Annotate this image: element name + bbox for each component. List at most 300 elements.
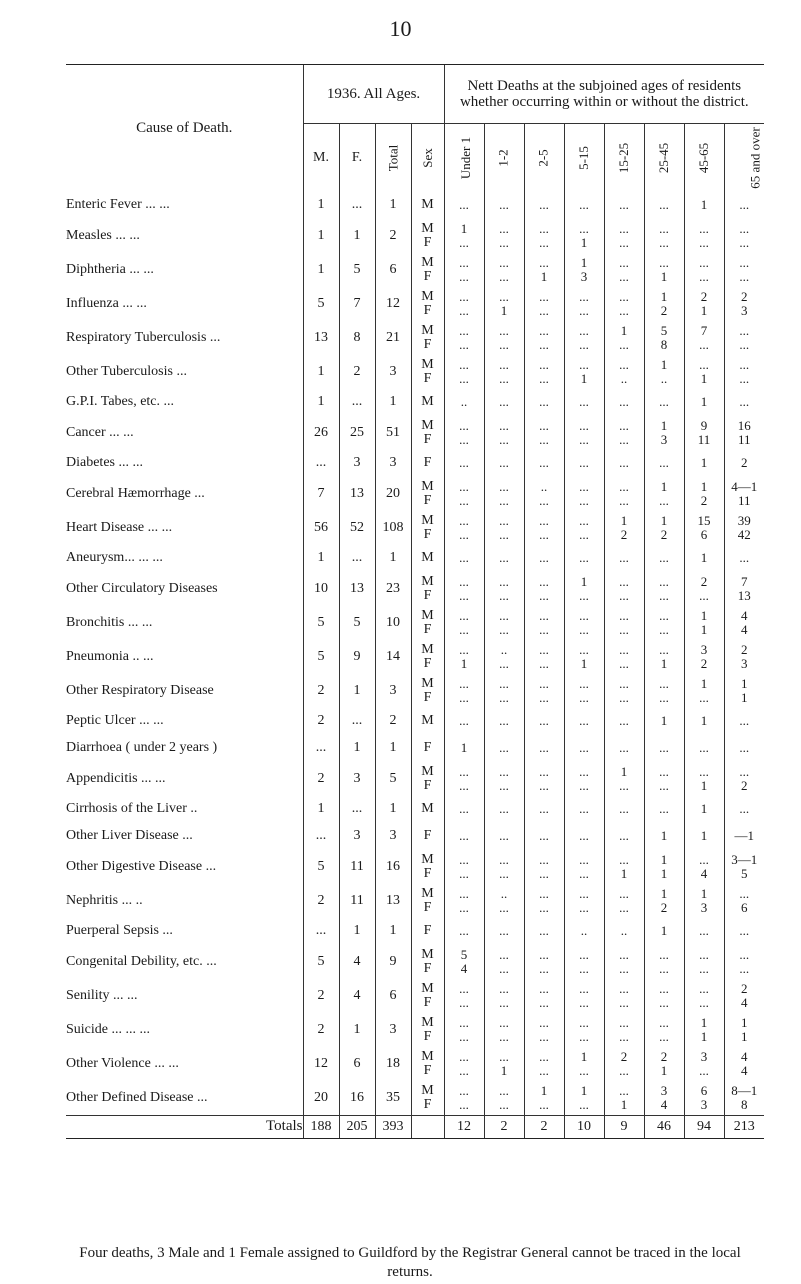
- age-cell: [524, 450, 564, 477]
- age-value: ...: [499, 220, 509, 236]
- age-value: ...: [699, 960, 709, 976]
- age-value: ...: [499, 431, 509, 447]
- age-value: 2: [660, 1048, 668, 1064]
- age-value: ...: [659, 492, 669, 508]
- age-value: 1: [700, 885, 708, 901]
- male-count: 2: [303, 708, 339, 735]
- age-value: 1: [660, 851, 668, 867]
- age-cell: [644, 1047, 684, 1081]
- total-count: 21: [375, 321, 411, 355]
- age-cell: [684, 389, 724, 416]
- age-value: ...: [579, 641, 589, 657]
- sex-label: F: [423, 960, 432, 976]
- age-cell: [444, 674, 484, 708]
- age-value: 1: [700, 370, 708, 386]
- age-value: ...: [499, 1014, 509, 1030]
- age-value: 2: [741, 980, 748, 996]
- age-value: ...: [499, 655, 509, 671]
- age-cell: [684, 606, 724, 640]
- age-value: ...: [699, 851, 709, 867]
- age-cell: [644, 979, 684, 1013]
- age-cell: [564, 735, 604, 762]
- age-cell: [484, 192, 524, 219]
- age-value: ...: [459, 713, 469, 728]
- age-value: 2: [741, 455, 748, 470]
- age-cell: [724, 545, 764, 572]
- cause-cell: Peptic Ulcer ... ...: [66, 708, 303, 735]
- cause-cell: Appendicitis ... ...: [66, 762, 303, 796]
- sex-label: F: [423, 234, 432, 250]
- age-cell: [644, 545, 684, 572]
- age-cell: [724, 606, 764, 640]
- age-value: ...: [499, 763, 509, 779]
- age-value: ...: [539, 512, 549, 528]
- age-value: ...: [739, 763, 750, 779]
- nett-deaths-group-header: Nett Deaths at the subjoined ages of residents whether occurring within or without the district.: [459, 77, 749, 110]
- age-value: ...: [659, 675, 669, 691]
- female-count: 52: [339, 511, 375, 545]
- sex-cell: [411, 253, 444, 287]
- total-count: 13: [375, 884, 411, 918]
- female-count: ...: [339, 796, 375, 823]
- age-value: ...: [459, 923, 469, 938]
- total-count: 20: [375, 477, 411, 511]
- age-value: ...: [739, 370, 750, 386]
- age-cell: [604, 823, 644, 850]
- female-count: 6: [339, 1047, 375, 1081]
- cause-cell: G.P.I. Tabes, etc. ...: [66, 389, 303, 416]
- age-value: ...: [579, 336, 589, 352]
- age-value: 7: [741, 573, 748, 589]
- age-value: ...: [539, 417, 549, 433]
- sex-label: M: [421, 675, 434, 691]
- age-value: 2: [660, 526, 668, 542]
- age-value: 2: [700, 492, 708, 508]
- age-cell: [644, 389, 684, 416]
- total-count: 16: [375, 850, 411, 884]
- age-cell: [684, 287, 724, 321]
- sex-label: M: [421, 641, 434, 657]
- age-cell: [604, 796, 644, 823]
- age-value: ...: [579, 777, 589, 793]
- age-value: ...: [539, 851, 549, 867]
- male-count: 10: [303, 572, 339, 606]
- age-value: 6: [700, 1082, 708, 1098]
- age-cell: [564, 477, 604, 511]
- total-count: 108: [375, 511, 411, 545]
- all-ages-group-header: 1936. All Ages.: [303, 65, 444, 123]
- age-value: 5: [741, 865, 748, 881]
- age-value: ...: [619, 713, 629, 728]
- age-value: 1: [700, 713, 708, 728]
- age-value: ...: [499, 777, 509, 793]
- age-value: ..: [540, 478, 548, 494]
- age-value: 1: [700, 550, 708, 565]
- total-count: 2: [375, 219, 411, 253]
- total-count: 6: [375, 979, 411, 1013]
- table-row: [66, 1013, 764, 1047]
- sex-label: M: [421, 573, 434, 589]
- total-count: 3: [375, 450, 411, 477]
- age-value: 1: [580, 573, 588, 589]
- age-value: 1: [700, 801, 708, 816]
- age-value: ...: [539, 980, 549, 996]
- table-row: [66, 796, 764, 823]
- age-value: 1: [700, 777, 708, 793]
- age-value: ...: [739, 960, 750, 976]
- age-value: ...: [499, 526, 509, 542]
- male-count: ...: [303, 823, 339, 850]
- age-value: ...: [579, 994, 589, 1010]
- age-cell: [444, 572, 484, 606]
- age-cell: [444, 1081, 484, 1116]
- sex-label: F: [423, 587, 432, 603]
- age-value: ...: [579, 1096, 589, 1112]
- female-count: 1: [339, 1013, 375, 1047]
- age-value: ...: [579, 431, 589, 447]
- sex-label: M: [421, 288, 434, 304]
- sex-cell: [411, 545, 444, 572]
- male-count: 1: [303, 389, 339, 416]
- age-value: ...: [579, 550, 589, 565]
- age-cell: [444, 735, 484, 762]
- age-cell: [564, 850, 604, 884]
- age-cell: [564, 762, 604, 796]
- sex-cell: [411, 884, 444, 918]
- age-cell: [644, 708, 684, 735]
- age-cell: [524, 606, 564, 640]
- sex-label: F: [423, 1028, 432, 1044]
- age-cell: [724, 640, 764, 674]
- age-value: 42: [737, 526, 751, 542]
- age-cell: [524, 511, 564, 545]
- age-value: 1: [620, 512, 628, 528]
- cause-cell: Other Liver Disease ...: [66, 823, 303, 850]
- age-value: ...: [499, 1048, 509, 1064]
- age-cell: [724, 450, 764, 477]
- sex-label: M: [421, 885, 434, 901]
- age-cell: [484, 545, 524, 572]
- age-cell: [484, 477, 524, 511]
- age-cell: [524, 735, 564, 762]
- table-row: [66, 389, 764, 416]
- age-cell: [444, 796, 484, 823]
- age-value: ...: [459, 851, 469, 867]
- age-value: ...: [619, 220, 629, 236]
- total-count: 1: [375, 545, 411, 572]
- age-value: ...: [459, 431, 469, 447]
- age-value: ...: [539, 865, 549, 881]
- age-value: ...: [699, 234, 709, 250]
- cause-cell: Puerperal Sepsis ...: [66, 918, 303, 945]
- age-value: ...: [459, 865, 469, 881]
- age-value: ...: [459, 763, 469, 779]
- age-value: ...: [539, 197, 549, 212]
- age-cell: [564, 511, 604, 545]
- sex-label: M: [421, 713, 434, 728]
- age-cell: [724, 389, 764, 416]
- table-row: [66, 219, 764, 253]
- female-count: 13: [339, 572, 375, 606]
- age-value: 1: [580, 655, 588, 671]
- age-cell: [604, 918, 644, 945]
- sex-label: F: [423, 777, 432, 793]
- age-value: ...: [499, 1082, 509, 1098]
- age-value: ...: [499, 713, 509, 728]
- cause-cell: Enteric Fever ... ...: [66, 192, 303, 219]
- totals-age: 94: [684, 1115, 724, 1138]
- age-value: 1: [700, 394, 708, 409]
- age-value: ...: [659, 254, 669, 270]
- age-cell: [604, 321, 644, 355]
- totals-age: 12: [444, 1115, 484, 1138]
- age-value: ...: [619, 607, 629, 623]
- age-value: ...: [699, 254, 709, 270]
- totals-age: 46: [644, 1115, 684, 1138]
- table-row: [66, 321, 764, 355]
- female-count: ...: [339, 192, 375, 219]
- age-value: ...: [659, 455, 669, 470]
- age-value: ...: [619, 885, 629, 901]
- age-cell: [684, 708, 724, 735]
- table-row: [66, 823, 764, 850]
- age-value: 1: [741, 1028, 748, 1044]
- age-value: ...: [499, 356, 509, 372]
- age-value: ...: [459, 573, 469, 589]
- age-cell: [724, 918, 764, 945]
- sex-label: F: [423, 689, 432, 705]
- age-cell: [684, 253, 724, 287]
- age-value: ...: [659, 394, 669, 409]
- table-row: [66, 884, 764, 918]
- cause-cell: Aneurysm... ... ...: [66, 545, 303, 572]
- age-value: 1: [700, 621, 708, 637]
- age-cell: [524, 416, 564, 450]
- age-cell: [724, 321, 764, 355]
- age-value: ...: [499, 492, 509, 508]
- sex-label: F: [423, 740, 432, 755]
- total-count: 12: [375, 287, 411, 321]
- age-value: ...: [499, 828, 509, 843]
- age-cell: [684, 762, 724, 796]
- age-value: 2: [660, 899, 668, 915]
- age-value: 8: [660, 336, 668, 352]
- age-value: ...: [579, 851, 589, 867]
- age-cell: [524, 477, 564, 511]
- total-count: 2: [375, 708, 411, 735]
- age-value: ...: [459, 455, 469, 470]
- age-cell: [724, 674, 764, 708]
- age-cell: [484, 796, 524, 823]
- female-count: 1: [339, 219, 375, 253]
- age-value: ...: [699, 356, 709, 372]
- cause-cell: Nephritis ... ..: [66, 884, 303, 918]
- sex-cell: [411, 1047, 444, 1081]
- age-value: ...: [619, 268, 629, 284]
- age-value: ...: [619, 689, 629, 705]
- age-cell: [444, 1047, 484, 1081]
- age-cell: [644, 735, 684, 762]
- age-cell: [524, 321, 564, 355]
- age-value: ...: [659, 980, 669, 996]
- age-value: ...: [499, 336, 509, 352]
- age-cell: [444, 219, 484, 253]
- age-value: ...: [659, 689, 669, 705]
- age-cell: [484, 511, 524, 545]
- age-value: ...: [499, 851, 509, 867]
- age-cell: [724, 477, 764, 511]
- cause-cell: Other Violence ... ...: [66, 1047, 303, 1081]
- age-value: ...: [539, 689, 549, 705]
- age-value: ...: [539, 302, 549, 318]
- sex-label: M: [421, 197, 434, 212]
- age-cell: [644, 918, 684, 945]
- age-value: 6: [741, 899, 748, 915]
- age-value: ...: [539, 550, 549, 565]
- age-value: ...: [739, 356, 750, 372]
- age-cell: [604, 477, 644, 511]
- total-count: 51: [375, 416, 411, 450]
- age-value: ...: [619, 550, 629, 565]
- age-value: ...: [499, 478, 509, 494]
- age-value: ...: [499, 689, 509, 705]
- total-count: 3: [375, 355, 411, 389]
- age-value: ...: [459, 417, 469, 433]
- female-count: 4: [339, 945, 375, 979]
- sex-label: F: [423, 302, 432, 318]
- age-cell: [724, 735, 764, 762]
- age-value: ...: [539, 394, 549, 409]
- age-cell: [604, 416, 644, 450]
- age-value: 1: [620, 322, 628, 338]
- male-count: 5: [303, 606, 339, 640]
- age-value: ...: [579, 713, 589, 728]
- age-cell: [524, 389, 564, 416]
- age-cell: [484, 321, 524, 355]
- age-value: ...: [459, 801, 469, 816]
- female-count: 8: [339, 321, 375, 355]
- female-count: 9: [339, 640, 375, 674]
- sex-label: M: [421, 417, 434, 433]
- sex-cell: [411, 823, 444, 850]
- female-count: ...: [339, 545, 375, 572]
- age-value: ...: [539, 254, 549, 270]
- sex-label: F: [423, 455, 432, 470]
- total-count: 3: [375, 823, 411, 850]
- age-value: ...: [619, 740, 629, 755]
- age-cell: [684, 945, 724, 979]
- age-value: 1: [660, 478, 668, 494]
- age-value: ...: [459, 478, 469, 494]
- sex-label: M: [421, 394, 434, 409]
- age-value: ...: [539, 946, 549, 962]
- age-value: ...: [579, 675, 589, 691]
- age-cell: [604, 450, 644, 477]
- male-count: 1: [303, 253, 339, 287]
- age-value: ...: [579, 1014, 589, 1030]
- age-value: 1: [660, 1062, 668, 1078]
- age-value: 1: [620, 865, 628, 881]
- age-value: ...: [459, 1014, 469, 1030]
- sex-label: F: [423, 923, 432, 938]
- cause-cell: Suicide ... ... ...: [66, 1013, 303, 1047]
- age-value: ...: [659, 777, 669, 793]
- cause-cell: Measles ... ...: [66, 219, 303, 253]
- age-value: ...: [579, 828, 589, 843]
- age-value: ...: [619, 288, 629, 304]
- sex-cell: [411, 796, 444, 823]
- age-value: ...: [659, 801, 669, 816]
- age-cell: [524, 1081, 564, 1116]
- age-value: ...: [499, 675, 509, 691]
- sex-cell: [411, 511, 444, 545]
- age-value: ...: [619, 1028, 629, 1044]
- male-count: 2: [303, 1013, 339, 1047]
- age-value: 3: [700, 641, 708, 657]
- age-value: ...: [619, 478, 629, 494]
- age-value: ...: [619, 994, 629, 1010]
- age-value: ...: [459, 254, 469, 270]
- sex-label: M: [421, 946, 434, 962]
- totals-age: 9: [604, 1115, 644, 1138]
- age-cell: [444, 762, 484, 796]
- age-cell: [444, 321, 484, 355]
- age-cell: [604, 511, 644, 545]
- age-cell: [644, 884, 684, 918]
- age-cell: [524, 355, 564, 389]
- age-cell: [724, 1047, 764, 1081]
- age-cell: [484, 674, 524, 708]
- age-cell: [444, 416, 484, 450]
- age-cell: [644, 850, 684, 884]
- age-cell: [684, 450, 724, 477]
- age-value: ...: [659, 587, 669, 603]
- age-value: 2: [700, 655, 708, 671]
- age-value: ...: [499, 607, 509, 623]
- age-value: ...: [539, 621, 549, 637]
- age-value: 3: [741, 655, 748, 671]
- sex-label: M: [421, 607, 434, 623]
- age-value: ...: [619, 960, 629, 976]
- age-value: ...: [539, 526, 549, 542]
- age-cell: [604, 389, 644, 416]
- table-row: [66, 606, 764, 640]
- age-cell: [484, 219, 524, 253]
- age-cell: [724, 287, 764, 321]
- age-cell: [484, 918, 524, 945]
- age-value: ...: [539, 740, 549, 755]
- age-value: 1: [700, 302, 708, 318]
- age-value: ...: [619, 394, 629, 409]
- table-row: [66, 735, 764, 762]
- table-row: [66, 253, 764, 287]
- age-cell: [484, 606, 524, 640]
- male-count: ...: [303, 918, 339, 945]
- col-header-age-6: 45-65: [684, 123, 724, 192]
- age-value: ...: [579, 197, 589, 212]
- age-value: ...: [539, 828, 549, 843]
- age-value: ...: [459, 675, 469, 691]
- sex-cell: [411, 219, 444, 253]
- age-value: ...: [499, 801, 509, 816]
- age-cell: [684, 674, 724, 708]
- age-value: ...: [739, 322, 750, 338]
- age-cell: [564, 1047, 604, 1081]
- total-count: 3: [375, 1013, 411, 1047]
- age-value: 1: [700, 478, 708, 494]
- age-value: ...: [619, 621, 629, 637]
- age-cell: [684, 321, 724, 355]
